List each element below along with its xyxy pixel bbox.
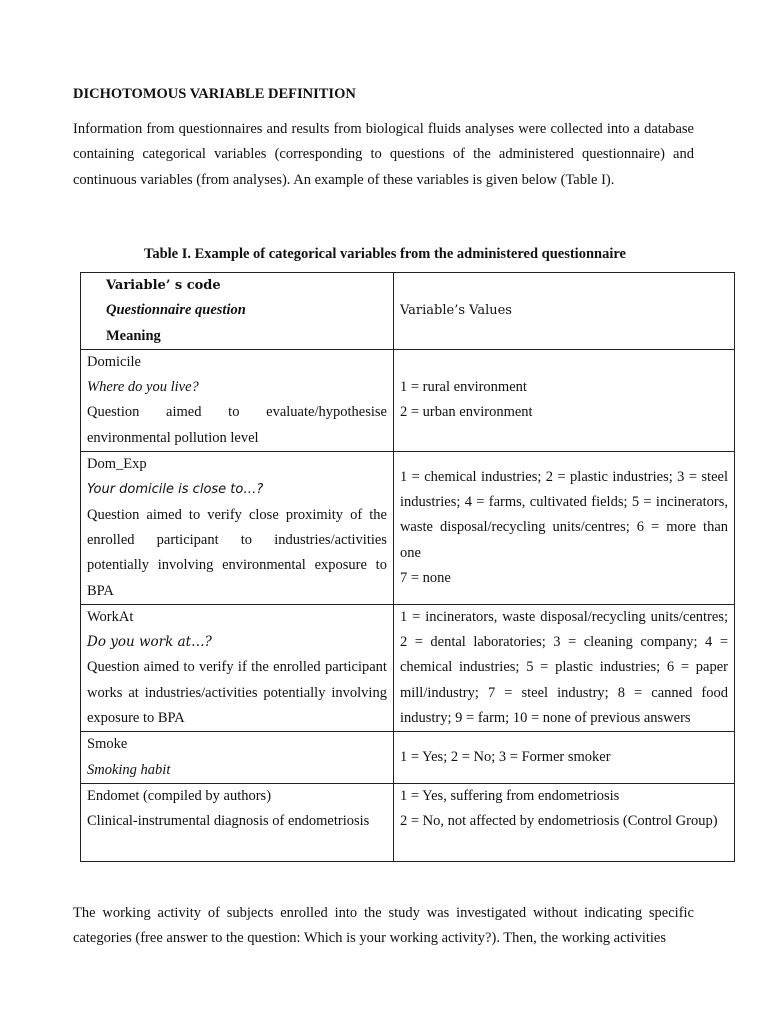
variable-cell — [81, 452, 394, 605]
value-line: 1 = rural environment — [399, 379, 527, 396]
variable-meaning: Question aimed to evaluate/hypothesise environmental pollution level — [87, 404, 387, 446]
value-line: 1 = incinerators, waste disposal/recycling units/centres; 2 = dental laboratories; 3 = cleaning company; 4 = chemical industries; 5 = plastic industries; 6 = paper mill/industry; 7 = steel industry; 8 = canned food industry; 9 = farm; 10 = none of previous answers — [399, 608, 728, 727]
variable-meaning: Clinical-instrumental diagnosis of endometriosis — [87, 813, 370, 830]
values-cell — [393, 349, 734, 451]
value-line: 7 = none — [399, 569, 451, 586]
header-values: Variable’s Values — [393, 273, 734, 350]
header-meaning: Meaning — [106, 327, 161, 344]
variable-question: Your domicile is close to…? — [87, 482, 264, 498]
value-line: 1 = chemical industries; 2 = plastic industries; 3 = steel industries; 4 = farms, cultivated fields; 5 = incinerators, waste disposal/recycling units/centres; 6 = more than one — [399, 468, 728, 561]
variable-question: Do you work at…? — [87, 634, 212, 651]
value-line: 2 = urban environment — [399, 404, 533, 421]
variable-question: Smoking habit — [87, 761, 171, 778]
variable-code: Smoke — [87, 736, 128, 753]
intro-paragraph: Information from questionnaires and results from biological fluids analyses were collected into a database containing categorical variables (corresponding to questions of the administered questionnaire) and continuous variables (from analyses). An example of these variables is given below (Table I). — [73, 121, 694, 188]
table-row — [81, 783, 735, 861]
variable-cell — [81, 732, 394, 784]
section-heading: DICHOTOMOUS VARIABLE DEFINITION — [73, 86, 356, 102]
variable-code: Dom_Exp — [87, 456, 147, 473]
variable-cell — [81, 604, 394, 731]
values-cell — [393, 732, 734, 784]
variable-code: Domicile — [87, 353, 141, 370]
table-row — [81, 349, 735, 451]
variable-meaning: Question aimed to verify close proximity of the enrolled participant to industries/activities potentially involving environmental exposure to BPA — [87, 506, 387, 599]
header-code: Variable’ s code — [106, 278, 221, 293]
table-header-row — [81, 273, 735, 350]
variable-question: Where do you live? — [87, 379, 199, 396]
table-caption: Table I. Example of categorical variables from the administered questionnaire — [144, 246, 626, 262]
variable-cell — [81, 349, 394, 451]
values-cell — [393, 783, 734, 861]
table-row — [81, 452, 735, 605]
value-line: 2 = No, not affected by endometriosis (Control Group) — [399, 813, 718, 830]
header-question: Questionnaire question — [106, 302, 246, 319]
values-cell — [393, 604, 734, 731]
table-row — [81, 604, 735, 731]
variable-code: WorkAt — [87, 608, 134, 625]
value-line: 1 = Yes, suffering from endometriosis — [399, 787, 620, 804]
variables-table — [80, 272, 735, 862]
value-line: 1 = Yes; 2 = No; 3 = Former smoker — [399, 748, 611, 765]
variable-cell — [81, 783, 394, 861]
variable-code: Endomet (compiled by authors) — [87, 787, 272, 804]
values-cell — [393, 452, 734, 605]
variable-meaning: Question aimed to verify if the enrolled participant works at industries/activities potentially involving exposure to BPA — [87, 659, 387, 727]
header-left-cell — [81, 273, 394, 350]
table-row — [81, 732, 735, 784]
outro-paragraph: The working activity of subjects enrolled into the study was investigated without indicating specific categories (free answer to the question: Which is your working activity?). Then, the working activities — [73, 905, 694, 947]
